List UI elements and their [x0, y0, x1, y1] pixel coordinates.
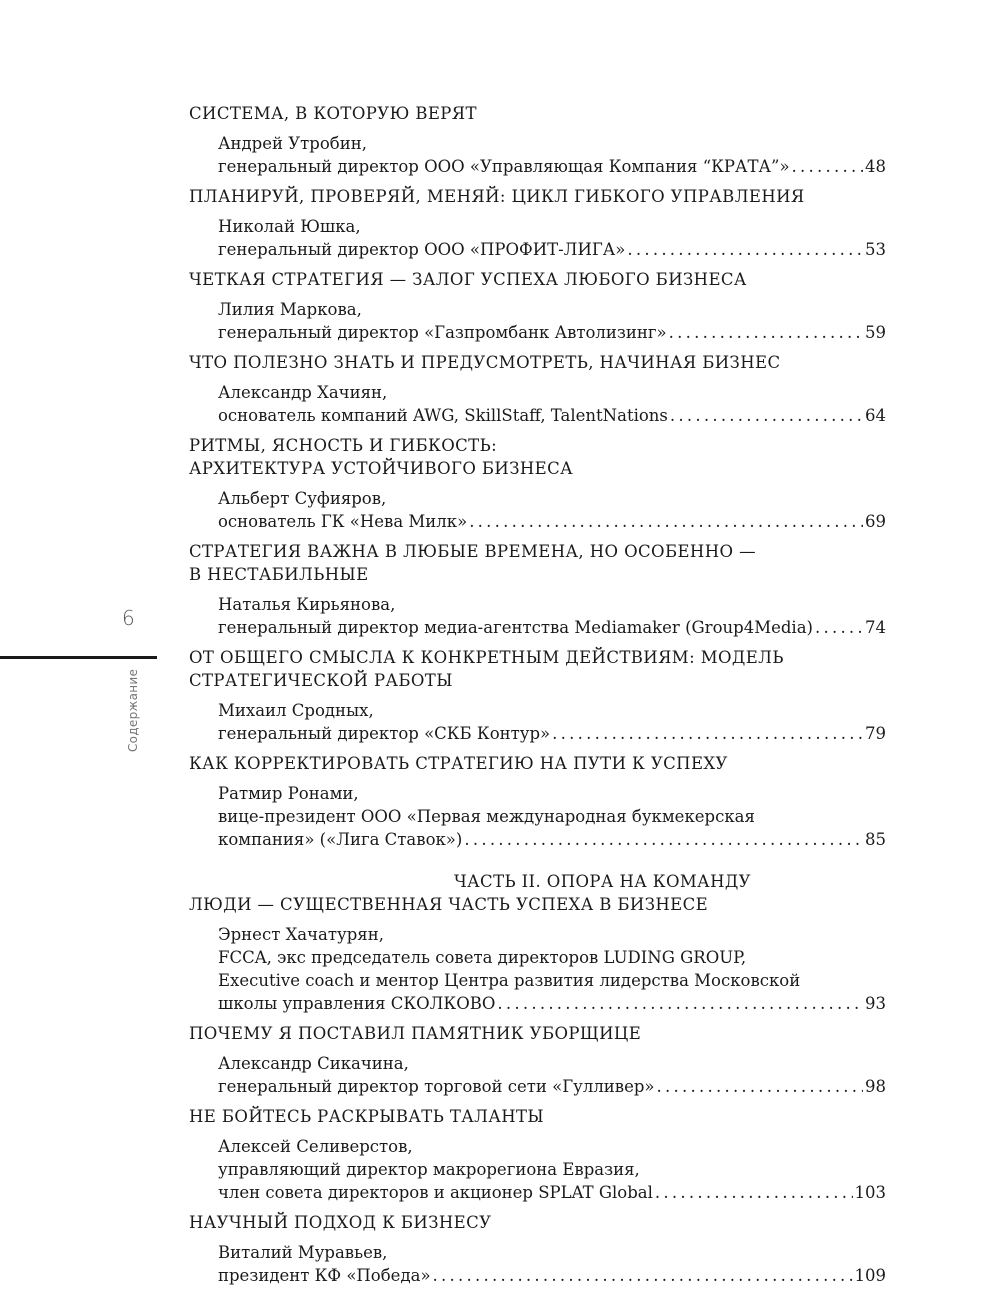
- entry-affiliation: основатель ГК «Нева Милк»: [218, 512, 468, 531]
- entry-gap: [189, 916, 886, 923]
- entry-title: ЧЕТКАЯ СТРАТЕГИЯ — ЗАЛОГ УСПЕХА ЛЮБОГО БИЗНЕСА: [189, 270, 747, 289]
- leader-dots: [469, 510, 863, 533]
- entry-gap: [189, 1045, 886, 1052]
- entry-author: Николай Юшка,: [218, 217, 361, 236]
- entry-author: Executive coach и ментор Центра развития лидерства Московской: [218, 971, 801, 990]
- entry-author: вице-президент ООО «Первая международная букмекерская: [218, 807, 755, 826]
- entry-author: Виталий Муравьев,: [218, 1243, 388, 1262]
- entry-gap: [189, 1015, 886, 1022]
- entry-gap: [189, 374, 886, 381]
- side-divider: [0, 656, 157, 659]
- leader-dots: [669, 321, 863, 344]
- entry-leader-line: [189, 616, 886, 639]
- entry-gap: [189, 586, 886, 593]
- leader-dots: [792, 155, 863, 178]
- entry-page-number: 79: [865, 724, 886, 743]
- entry-author: управляющий директор макрорегиона Евразия,: [218, 1160, 640, 1179]
- entry-title: НАУЧНЫЙ ПОДХОД К БИЗНЕСУ: [189, 1213, 492, 1232]
- entry-page-number: 109: [854, 1266, 886, 1285]
- entry-page-number: 64: [865, 406, 886, 425]
- toc-group-part-two: [189, 893, 886, 1294]
- entry-page-number: 74: [865, 618, 886, 637]
- toc-entry[interactable]: [189, 752, 886, 858]
- entry-leader-line: [189, 992, 886, 1015]
- entry-author: Александр Хачиян,: [218, 383, 388, 402]
- table-of-contents: [189, 102, 886, 1294]
- toc-entry[interactable]: [189, 646, 886, 752]
- entry-gap: [189, 692, 886, 699]
- entry-title: НЕ БОЙТЕСЬ РАСКРЫВАТЬ ТАЛАНТЫ: [189, 1107, 545, 1126]
- entry-leader-line: [189, 722, 886, 745]
- entry-page-number: 59: [865, 323, 886, 342]
- entry-author: Андрей Утробин,: [218, 134, 367, 153]
- entry-affiliation: генеральный директор ООО «ПРОФИТ-ЛИГА»: [218, 240, 626, 259]
- entry-author: Лилия Маркова,: [218, 300, 362, 319]
- entry-affiliation: генеральный директор медиа-агентства Mediamaker (Group4Media): [218, 618, 813, 637]
- entry-affiliation: генеральный директор ООО «Управляющая Компания “КРАТА”»: [218, 157, 790, 176]
- entry-title: СТРАТЕГИЯ ВАЖНА В ЛЮБЫЕ ВРЕМЕНА, НО ОСОБЕННО —: [189, 542, 756, 561]
- entry-title: РИТМЫ, ЯСНОСТЬ И ГИБКОСТЬ:: [189, 436, 498, 455]
- entry-author: Алексей Селиверстов,: [218, 1137, 413, 1156]
- entry-leader-line: [189, 1075, 886, 1098]
- toc-entry[interactable]: [189, 893, 886, 1022]
- entry-gap: [189, 1128, 886, 1135]
- entry-gap: [189, 344, 886, 351]
- leader-dots: [433, 1264, 853, 1287]
- entry-author: Александр Сикачина,: [218, 1054, 409, 1073]
- entry-leader-line: [189, 510, 886, 533]
- entry-gap: [189, 208, 886, 215]
- entry-author: Наталья Кирьянова,: [218, 595, 396, 614]
- entry-gap: [189, 427, 886, 434]
- entry-gap: [189, 851, 886, 858]
- entry-title: СТРАТЕГИЧЕСКОЙ РАБОТЫ: [189, 671, 453, 690]
- entry-leader-line: [189, 1181, 886, 1204]
- leader-dots: [670, 404, 863, 427]
- entry-page-number: 48: [865, 157, 886, 176]
- entry-gap: [189, 178, 886, 185]
- entry-title: КАК КОРРЕКТИРОВАТЬ СТРАТЕГИЮ НА ПУТИ К УСПЕХУ: [189, 754, 728, 773]
- leader-dots: [657, 1075, 863, 1098]
- leader-dots: [552, 722, 863, 745]
- entry-author: FCCA, экс председатель совета директоров LUDING GROUP,: [218, 948, 747, 967]
- entry-title: ПЛАНИРУЙ, ПРОВЕРЯЙ, МЕНЯЙ: ЦИКЛ ГИБКОГО УПРАВЛЕНИЯ: [189, 187, 805, 206]
- leader-dots: [464, 828, 863, 851]
- toc-entry[interactable]: [189, 351, 886, 434]
- entry-page-number: 69: [865, 512, 886, 531]
- toc-entry[interactable]: [189, 185, 886, 268]
- entry-affiliation: генеральный директор «СКБ Контур»: [218, 724, 551, 743]
- leader-dots: [815, 616, 863, 639]
- entry-page-number: 93: [865, 994, 886, 1013]
- entry-leader-line: [189, 321, 886, 344]
- entry-page-number: 98: [865, 1077, 886, 1096]
- entry-title: АРХИТЕКТУРА УСТОЙЧИВОГО БИЗНЕСА: [189, 459, 574, 478]
- entry-gap: [189, 261, 886, 268]
- entry-page-number: 53: [865, 240, 886, 259]
- entry-gap: [189, 125, 886, 132]
- toc-entry[interactable]: [189, 1211, 886, 1294]
- entry-leader-line: [189, 404, 886, 427]
- entry-gap: [189, 480, 886, 487]
- page-number: 6: [122, 606, 135, 630]
- entry-gap: [189, 533, 886, 540]
- section-label: Содержание: [126, 668, 140, 752]
- entry-leader-line: [189, 155, 886, 178]
- entry-page-number: 103: [854, 1183, 886, 1202]
- toc-entry[interactable]: [189, 268, 886, 351]
- entry-gap: [189, 775, 886, 782]
- entry-title: ОТ ОБЩЕГО СМЫСЛА К КОНКРЕТНЫМ ДЕЙСТВИЯМ: МОДЕЛЬ: [189, 648, 784, 667]
- entry-author: Ратмир Ронами,: [218, 784, 359, 803]
- part-heading: ЧАСТЬ II. ОПОРА НА КОМАНДУ: [454, 872, 751, 891]
- entry-gap: [189, 1287, 886, 1294]
- entry-title: СИСТЕМА, В КОТОРУЮ ВЕРЯТ: [189, 104, 477, 123]
- toc-entry[interactable]: [189, 102, 886, 185]
- entry-author: Эрнест Хачатурян,: [218, 925, 384, 944]
- entry-affiliation: член совета директоров и акционер SPLAT Global: [218, 1183, 653, 1202]
- entry-affiliation: основатель компаний AWG, SkillStaff, TalentNations: [218, 406, 668, 425]
- entry-title: ПОЧЕМУ Я ПОСТАВИЛ ПАМЯТНИК УБОРЩИЦЕ: [189, 1024, 642, 1043]
- toc-entry[interactable]: [189, 540, 886, 646]
- entry-author: Михаил Сродных,: [218, 701, 374, 720]
- entry-page-number: 85: [865, 830, 886, 849]
- entry-gap: [189, 1234, 886, 1241]
- entry-author: Альберт Суфияров,: [218, 489, 387, 508]
- leader-dots: [655, 1181, 853, 1204]
- toc-entry[interactable]: [189, 1022, 886, 1105]
- entry-leader-line: [189, 1264, 886, 1287]
- entry-title: ЧТО ПОЛЕЗНО ЗНАТЬ И ПРЕДУСМОТРЕТЬ, НАЧИНАЯ БИЗНЕС: [189, 353, 781, 372]
- entry-title: В НЕСТАБИЛЬНЫЕ: [189, 565, 369, 584]
- entry-gap: [189, 1204, 886, 1211]
- entry-affiliation: компания» («Лига Ставок»): [218, 830, 463, 849]
- entry-gap: [189, 291, 886, 298]
- entry-affiliation: президент КФ «Победа»: [218, 1266, 431, 1285]
- leader-dots: [497, 992, 863, 1015]
- entry-gap: [189, 639, 886, 646]
- leader-dots: [627, 238, 863, 261]
- entry-leader-line: [189, 238, 886, 261]
- entry-gap: [189, 745, 886, 752]
- entry-affiliation: школы управления СКОЛКОВО: [218, 994, 496, 1013]
- entry-leader-line: [189, 828, 886, 851]
- entry-affiliation: генеральный директор торговой сети «Гулливер»: [218, 1077, 655, 1096]
- entry-gap: [189, 1098, 886, 1105]
- toc-entry[interactable]: [189, 1105, 886, 1211]
- entry-affiliation: генеральный директор «Газпромбанк Автолизинг»: [218, 323, 667, 342]
- toc-group-part-one: [189, 102, 886, 858]
- entry-title: ЛЮДИ — СУЩЕСТВЕННАЯ ЧАСТЬ УСПЕХА В БИЗНЕСЕ: [189, 895, 709, 914]
- toc-entry[interactable]: [189, 434, 886, 540]
